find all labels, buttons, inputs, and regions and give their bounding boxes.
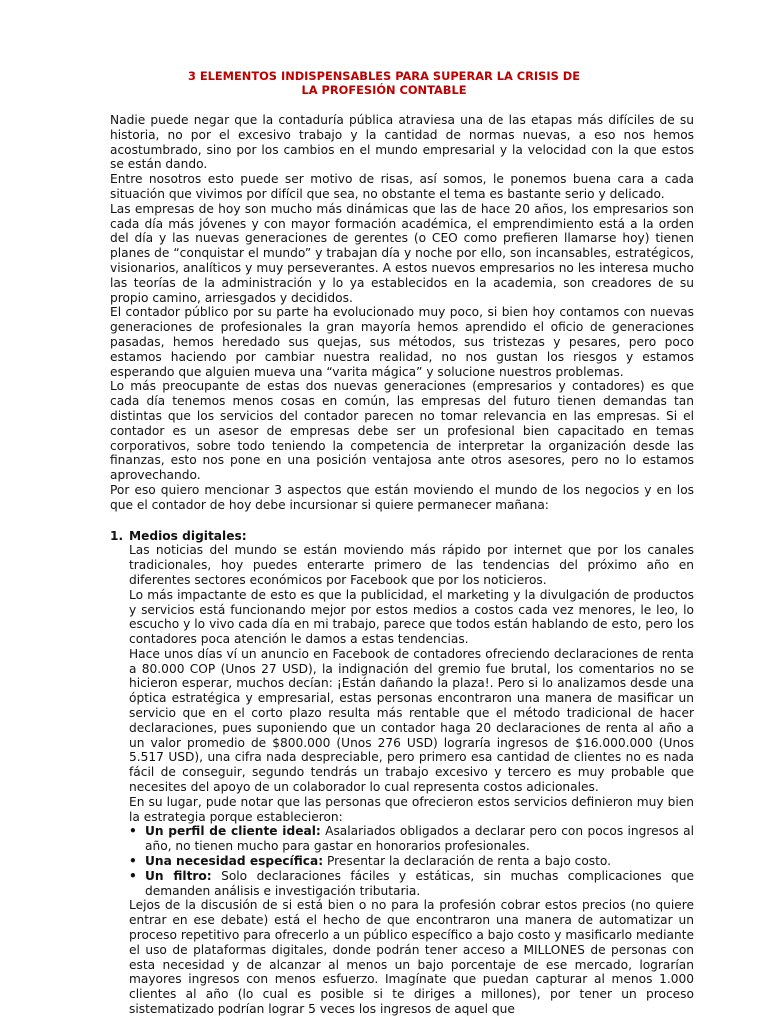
section-paragraph: En su lugar, pude notar que las personas que ofrecieron estos servicios definieron muy bien la estrategia porque establecieron: [129,794,694,824]
bullet-text: Presentar la declaración de renta a bajo costo. [323,854,612,869]
bullet-label: Una necesidad específica: [145,854,324,869]
intro-paragraph: Nadie puede negar que la contaduría pública atraviesa una de las etapas más difíciles de su historia, no por el excesivo trabajo y la cantidad de normas nuevas, a eso nos hemos acostumbrado, sino por los cambios en el mundo empresarial y la velocidad con la que estos se están dando. [110,113,694,172]
document-body [110,113,694,1017]
document-title-line-1: 3 ELEMENTOS INDISPENSABLES PARA SUPERAR LA CRISIS DE [187,69,581,83]
section-paragraph: Las noticias del mundo se están moviendo más rápido por internet que por los canales tradicionales, hoy puedes enterarte primero de las tendencias del próximo año en diferentes sectores económicos por Facebook que por los noticieros. [129,543,694,587]
section-title: Medios digitales: [129,528,247,543]
bullet-icon: • [129,824,137,839]
bullet-label: Un filtro: [145,868,212,883]
intro-paragraph: El contador público por su parte ha evolucionado muy poco, si bien hoy contamos con nuevas generaciones de profesionales la gran mayoría hemos aprendido el oficio de generaciones pasadas, hemos heredado sus quejas, sus métodos, sus tristezas y pesares, pero poco estamos haciendo por cambiar nuestra realidad, no nos gustan los riesgos y estamos esperando que alguien mueva una “varita mágica” y solucione nuestros problemas. [110,305,694,379]
bullet-label: Un perfil de cliente ideal: [145,824,321,839]
bullet-text: Solo declaraciones fáciles y estáticas, sin muchas complicaciones que demanden análisis e investigación tributaria. [145,868,694,898]
section-medios-digitales [110,529,694,1017]
section-paragraph: Lo más impactante de esto es que la publicidad, el marketing y la divulgación de productos y servicios está funcionando mejor por estos medios a costos cada vez menores, le leo, lo escucho y lo vivo cada día en mi trabajo, parece que todos están hablando de esto, pero los contadores poca atención le damos a estas tendencias. [129,587,694,647]
bullet-item [129,869,694,899]
document-title-line-2: LA PROFESIÓN CONTABLE [301,83,467,97]
bullet-content [145,869,694,899]
bullet-icon: • [129,868,137,883]
bullet-content [145,854,694,869]
section-heading [110,529,694,544]
intro-paragraph: Entre nosotros esto puede ser motivo de risas, así somos, le ponemos buena cara a cada situación que vivimos por difícil que sea, no obstante el tema es bastante serio y delicado. [110,172,694,201]
intro-paragraph: Las empresas de hoy son mucho más dinámicas que las de hace 20 años, los empresarios son cada día más jóvenes y con mayor formación académica, el emprendimiento está a la orden del día y las nuevas generaciones de gerentes (o CEO como prefieren llamarse hoy) tienen planes de “conquistar el mundo” y trabajan día y noche por ello, son incansables, estratégicos, visionarios, analíticos y muy perseverantes. A estos nuevos empresarios no les interesa mucho las teorías de la administración y lo ya establecidos en la academia, son creadores de su propio camino, arriesgados y decididos. [110,201,694,305]
bullet-item [129,854,694,869]
bullet-text: Asalariados obligados a declarar pero con pocos ingresos al año, no tienen mucho para gastar en honorarios profesionales. [145,824,694,854]
intro-paragraph: Por eso quiero mencionar 3 aspectos que están moviendo el mundo de los negocios y en los que el contador de hoy debe incursionar si quiere permanecer mañana: [110,482,694,512]
section-closing-paragraph: Lejos de la discusión de si está bien o no para la profesión cobrar estos precios (no quiere entrar en ese debate) está el hecho de que encontraron una manera de automatizar un proceso repetitivo para ofrecerlo a un público específico a bajo costo y masificarlo mediante el uso de plataformas digitales, donde podrán tener acceso a MILLONES de personas con esta necesidad y de alcanzar al menos un bajo porcentaje de ese mercado, lograrían mayores ingresos con menos esfuerzo. Imagínate que puedan capturar al menos 1.000 clientes al año (lo cual es posible si te diriges a millones), por tener un proceso sistematizado podrían lograr 5 veces los ingresos de aquel que [129,898,694,1017]
strategy-bullet-list [129,824,694,898]
section-number: 1. [110,528,124,543]
section-body [129,543,694,1017]
bullet-icon: • [129,854,137,869]
section-paragraph: Hace unos días ví un anuncio en Facebook de contadores ofreciendo declaraciones de renta a 80.000 COP (Unos 27 USD), la indignación del gremio fue brutal, los comentarios no se hicieron esperar, muchos decían: ¡Están dañando la plaza!. Pero si lo analizamos desde una óptica estratégica y empresarial, estas personas encontraron una manera de masificar un servicio que en el corto plazo resulta más rentable que el método tradicional de hacer declaraciones, pues suponiendo que un contador haga 20 declaraciones de renta al año a un valor promedio de $800.000 (Unos 276 USD) lograría ingresos de $16.000.000 (Unos 5.517 USD), una cifra nada despreciable, pero primero esa cantidad de clientes no es nada fácil de conseguir, segundo tendrás un trabajo excesivo y tercero es muy probable que necesites del apoyo de un colaborador lo cual representa costos adicionales. [129,646,694,795]
bullet-item [129,824,694,854]
bullet-content [145,824,694,854]
intro-paragraph: Lo más preocupante de estas dos nuevas generaciones (empresarios y contadores) es que cada día tenemos menos cosas en común, las empresas del futuro tienen demandas tan distintas que los servicios del contador parecen no tomar relevancia en las empresas. Si el contador es un asesor de empresas debe ser un profesional bien capacitado en temas corporativos, sobre todo teniendo la competencia de interpretar la organización desde las finanzas, esto nos pone en una posición ventajosa ante otros asesores, pero no lo estamos aprovechando. [110,379,694,483]
